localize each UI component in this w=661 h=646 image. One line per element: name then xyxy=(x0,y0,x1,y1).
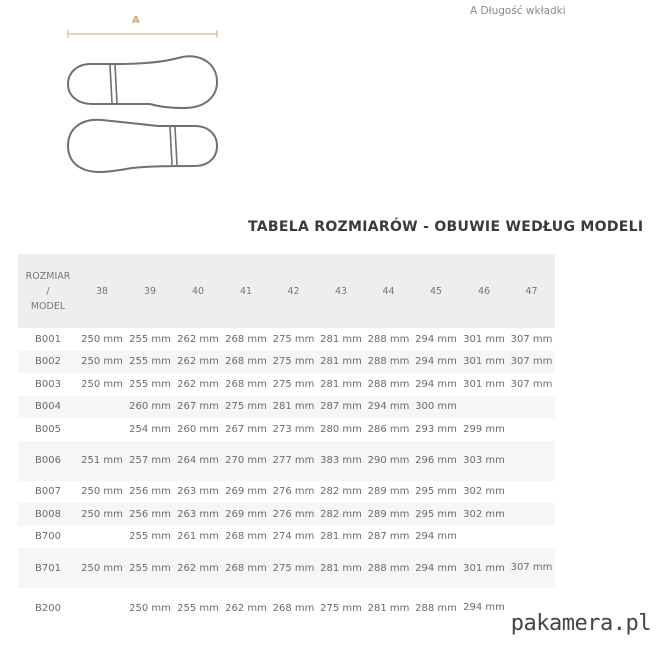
model-cell: B005 xyxy=(35,423,61,435)
size-value-cell: 263 mm xyxy=(177,486,219,498)
size-value-cell xyxy=(78,588,126,628)
size-value-cell: 251 mm xyxy=(78,441,126,481)
size-header: 43 xyxy=(317,254,365,328)
size-value-cell: 301 mm xyxy=(460,548,508,588)
size-value-cell: 261 mm xyxy=(177,531,219,543)
size-value-cell xyxy=(460,526,508,549)
size-value-cell: 273 mm xyxy=(272,423,315,435)
size-value-cell: 290 mm xyxy=(365,441,412,481)
size-header: 44 xyxy=(365,254,412,328)
size-value-cell: 294 mm xyxy=(412,548,460,588)
size-value-cell: 288 mm xyxy=(365,351,412,374)
size-value-cell: 303 mm xyxy=(460,441,508,481)
page-title: TABELA ROZMIARÓW - OBUWIE WEDŁUG MODELI xyxy=(248,219,644,235)
size-value-cell: 255 mm xyxy=(126,548,174,588)
size-value-cell: 250 mm xyxy=(78,351,126,374)
size-value-cell: 250 mm xyxy=(129,602,171,614)
size-value-cell: 300 mm xyxy=(412,396,460,419)
size-header: 41 xyxy=(222,254,270,328)
size-value-cell: 294 mm xyxy=(463,602,505,613)
size-value-cell: 301 mm xyxy=(463,378,505,390)
size-value-cell: 301 mm xyxy=(463,333,505,345)
size-value-cell: 281 mm xyxy=(367,602,410,614)
size-header: 40 xyxy=(174,254,222,328)
size-value-cell xyxy=(508,441,555,481)
size-value-cell: 250 mm xyxy=(81,333,123,345)
size-value-cell: 288 mm xyxy=(415,602,457,614)
size-value-cell: 268 mm xyxy=(272,602,315,614)
size-value-cell: 281 mm xyxy=(317,351,365,374)
size-value-cell: 250 mm xyxy=(81,486,123,498)
size-value-cell: 257 mm xyxy=(126,441,174,481)
size-value-cell: 275 mm xyxy=(272,378,315,390)
size-value-cell: 294 mm xyxy=(412,351,460,374)
size-value-cell: 289 mm xyxy=(365,503,412,526)
size-value-cell: 307 mm xyxy=(508,351,555,374)
size-value-cell: 268 mm xyxy=(225,333,267,345)
table-row xyxy=(18,373,555,396)
size-value-cell: 301 mm xyxy=(460,351,508,374)
size-value-cell: 282 mm xyxy=(320,486,362,498)
size-value-cell: 288 mm xyxy=(367,333,410,345)
table-row xyxy=(18,396,555,419)
table-header-row xyxy=(18,254,555,328)
size-value-cell: 268 mm xyxy=(225,531,267,543)
size-value-cell: 281 mm xyxy=(320,378,362,390)
size-value-cell xyxy=(78,526,126,549)
size-value-cell: 250 mm xyxy=(78,503,126,526)
size-value-cell: 277 mm xyxy=(270,441,317,481)
size-value-cell: 296 mm xyxy=(412,441,460,481)
diagram-legend: A Długość wkładki xyxy=(470,5,566,17)
size-value-cell: 282 mm xyxy=(317,503,365,526)
size-value-cell: 307 mm xyxy=(510,333,553,345)
size-value-cell: 307 mm xyxy=(510,378,553,390)
size-value-cell: 287 mm xyxy=(317,396,365,419)
size-table xyxy=(18,254,555,628)
size-value-cell: 269 mm xyxy=(222,503,270,526)
size-value-cell: 275 mm xyxy=(270,351,317,374)
size-value-cell: 267 mm xyxy=(174,396,222,419)
size-value-cell: 264 mm xyxy=(174,441,222,481)
table-row xyxy=(18,588,555,628)
size-value-cell: 275 mm xyxy=(272,333,315,345)
size-header: 39 xyxy=(126,254,174,328)
model-cell: B008 xyxy=(18,503,78,526)
size-value-cell: 262 mm xyxy=(177,378,219,390)
size-value-cell: 262 mm xyxy=(177,333,219,345)
size-value-cell: 260 mm xyxy=(177,423,219,435)
model-cell: B003 xyxy=(35,378,61,390)
size-value-cell xyxy=(78,418,126,441)
size-value-cell: 275 mm xyxy=(270,548,317,588)
table-row xyxy=(18,328,555,351)
size-value-cell: 286 mm xyxy=(367,423,410,435)
size-value-cell: 262 mm xyxy=(225,602,267,614)
size-value-cell: 276 mm xyxy=(272,486,315,498)
size-value-cell: 268 mm xyxy=(225,378,267,390)
size-value-cell: 294 mm xyxy=(415,531,457,543)
size-value-cell: 263 mm xyxy=(174,503,222,526)
size-value-cell: 255 mm xyxy=(129,531,171,543)
size-value-cell: 254 mm xyxy=(129,423,171,435)
size-value-cell xyxy=(508,418,555,441)
size-value-cell: 299 mm xyxy=(463,423,505,435)
table-row xyxy=(18,441,555,481)
size-value-cell: 268 mm xyxy=(222,351,270,374)
size-value-cell: 262 mm xyxy=(174,351,222,374)
size-value-cell: 275 mm xyxy=(222,396,270,419)
size-value-cell: 270 mm xyxy=(222,441,270,481)
size-value-cell: 302 mm xyxy=(460,503,508,526)
size-value-cell: 294 mm xyxy=(415,333,457,345)
size-value-cell xyxy=(508,526,555,549)
size-header: 47 xyxy=(508,254,555,328)
lower-sole-heel-line xyxy=(170,127,172,165)
upper-sole-outline xyxy=(68,56,217,108)
lower-sole-outline xyxy=(68,120,217,172)
size-value-cell: 276 mm xyxy=(270,503,317,526)
size-value-cell: 289 mm xyxy=(367,486,410,498)
model-cell: B001 xyxy=(35,333,61,345)
table-row xyxy=(18,548,555,588)
model-cell: B006 xyxy=(18,441,78,481)
size-value-cell: 294 mm xyxy=(365,396,412,419)
size-value-cell: 281 mm xyxy=(320,531,362,543)
model-cell: B002 xyxy=(18,351,78,374)
size-value-cell: 267 mm xyxy=(225,423,267,435)
size-value-cell: 294 mm xyxy=(415,378,457,390)
model-cell: B700 xyxy=(35,531,61,543)
shoe-sole-diagram xyxy=(60,12,225,177)
size-value-cell: 281 mm xyxy=(270,396,317,419)
size-value-cell: 281 mm xyxy=(317,548,365,588)
size-value-cell: 255 mm xyxy=(129,378,171,390)
dimension-label: A xyxy=(132,15,140,26)
size-value-cell: 269 mm xyxy=(225,486,267,498)
size-value-cell: 295 mm xyxy=(412,503,460,526)
size-value-cell: 268 mm xyxy=(222,548,270,588)
size-header: 42 xyxy=(270,254,317,328)
table-row xyxy=(18,526,555,549)
size-value-cell: 250 mm xyxy=(81,378,123,390)
size-value-cell: 250 mm xyxy=(78,548,126,588)
size-value-cell: 280 mm xyxy=(320,423,362,435)
table-row xyxy=(18,481,555,504)
size-value-cell xyxy=(508,481,555,504)
size-value-cell: 255 mm xyxy=(177,602,219,614)
model-cell: B200 xyxy=(35,602,61,614)
size-value-cell: 262 mm xyxy=(174,548,222,588)
size-value-cell: 260 mm xyxy=(126,396,174,419)
table-row xyxy=(18,503,555,526)
size-value-cell: 287 mm xyxy=(367,531,410,543)
size-header: 45 xyxy=(412,254,460,328)
size-value-cell xyxy=(508,396,555,419)
size-value-cell xyxy=(508,503,555,526)
size-header: 46 xyxy=(460,254,508,328)
size-value-cell xyxy=(78,396,126,419)
size-value-cell: 288 mm xyxy=(365,548,412,588)
size-value-cell: 302 mm xyxy=(463,486,505,498)
model-cell: B701 xyxy=(18,548,78,588)
size-header: 38 xyxy=(78,254,126,328)
dimension-arrow xyxy=(68,30,217,38)
size-value-cell: 275 mm xyxy=(320,602,362,614)
table-row xyxy=(18,351,555,374)
size-value-cell: 288 mm xyxy=(367,378,410,390)
size-value-cell xyxy=(460,396,508,419)
size-value-cell: 281 mm xyxy=(320,333,362,345)
size-value-cell: 255 mm xyxy=(126,351,174,374)
model-cell: B007 xyxy=(35,486,61,498)
size-value-cell: 295 mm xyxy=(415,486,457,498)
size-value-cell: 274 mm xyxy=(272,531,315,543)
size-value-cell: 383 mm xyxy=(317,441,365,481)
watermark-logo: pakamera.pl xyxy=(510,611,651,636)
size-value-cell: 255 mm xyxy=(129,333,171,345)
size-value-cell: 256 mm xyxy=(129,486,171,498)
size-value-cell: 307 mm xyxy=(508,548,555,588)
table-row xyxy=(18,418,555,441)
model-cell: B004 xyxy=(18,396,78,419)
size-value-cell: 293 mm xyxy=(415,423,457,435)
upper-sole-heel-line xyxy=(110,65,112,103)
size-model-header: ROZMIAR / MODEL xyxy=(18,254,78,328)
size-value-cell: 256 mm xyxy=(126,503,174,526)
